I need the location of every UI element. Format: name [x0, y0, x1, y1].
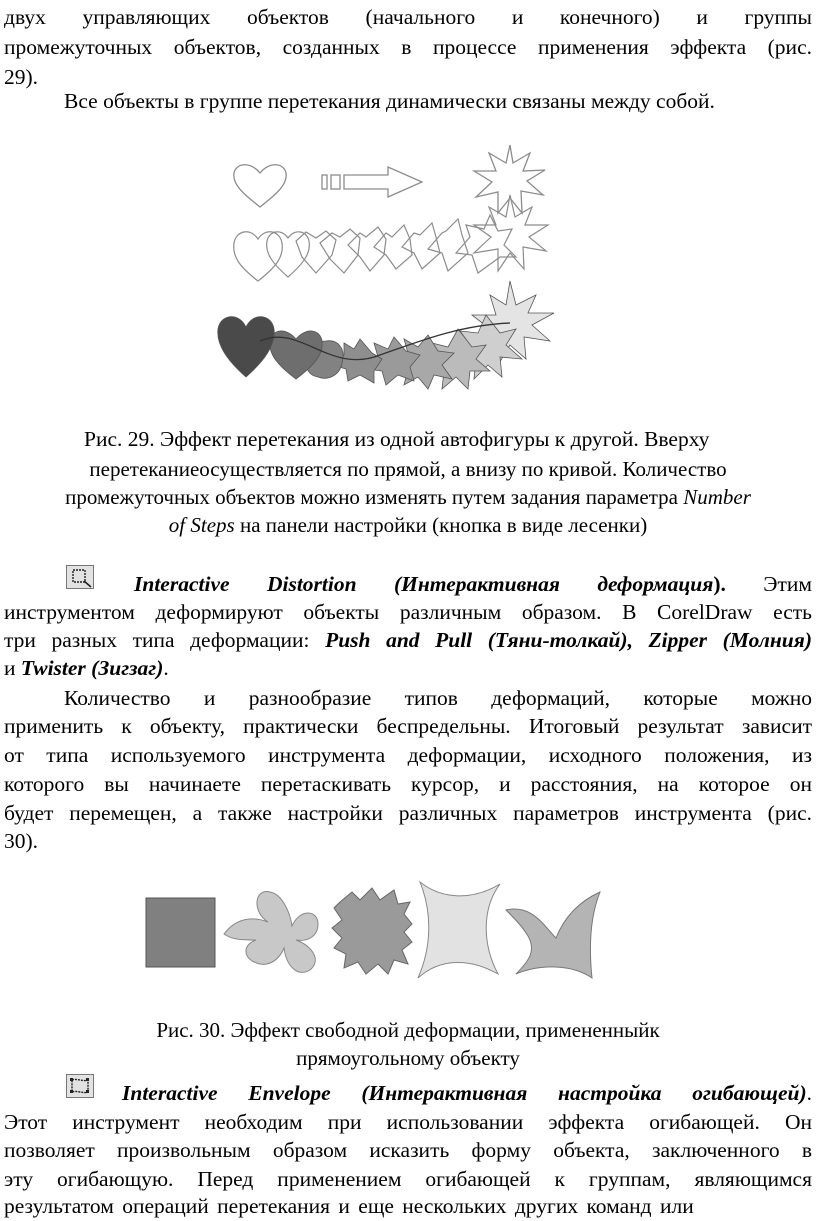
- figure-29-caption-line-2: перетеканиеосуществляется по прямой, а внизу по кривой. Количество: [89, 457, 727, 481]
- distortion-p2-line-4: которого вы начинаете перетаскивать курсор, и расстояния, на которое он: [4, 772, 812, 796]
- push-pull-flower-shape: [224, 892, 318, 973]
- envelope-line-2: Этот инструмент необходим при использовании эффекта огибающей. Он: [4, 1110, 812, 1134]
- figure-30-caption-line-2: прямоугольному объекту: [296, 1046, 520, 1070]
- zipper-jagged-shape: [332, 888, 412, 974]
- distortion-p2-line-3: от типа используемого инструмента деформации, исходного положения, из: [4, 743, 812, 767]
- distortion-p2-line-2: применить к объекту, практически беспредельны. Итоговый результат зависит: [4, 714, 812, 738]
- intro-line-3: 29).: [4, 65, 39, 89]
- star-shape-end: [474, 145, 545, 213]
- figure-29-caption-line-3: промежуточных объектов можно изменять путем задания параметра Number: [65, 485, 751, 509]
- heart-shape-start: [234, 165, 286, 207]
- figure-30-caption-line-1: Рис. 30. Эффект свободной деформации, примененныйк: [156, 1018, 660, 1042]
- distortion-heading-line: Interactive Distortion (Интерактивная деформация). Этим: [134, 572, 812, 596]
- figure-29-caption-line-1: Рис. 29. Эффект перетекания из одной автофигуры к другой. Вверху: [84, 427, 710, 451]
- figure-29-caption-line-4: of Steps на панели настройки (кнопка в виде лесенки): [168, 513, 648, 537]
- distortion-line-4: и Twister (Зигзаг).: [4, 656, 169, 680]
- figure-30-distortion-illustration: [140, 878, 620, 986]
- figure-29-blend-illustration: [210, 145, 580, 410]
- distortion-p2-line-5: будет перемещен, а также настройки различных параметров инструмента (рис.: [4, 801, 812, 825]
- twister-concave-shape: [418, 882, 500, 978]
- distortion-tool-icon: [66, 565, 94, 589]
- envelope-tool-icon: [66, 1074, 94, 1098]
- twister-swirl-shape: [506, 892, 600, 978]
- intro-line-1: двух управляющих объектов (начального и конечного) и группы: [4, 5, 812, 29]
- distortion-line-2: инструментом деформируют объекты различным образом. В CorelDraw есть: [4, 600, 812, 624]
- envelope-line-5: результатом операций перетекания и еще нескольких других команд или: [4, 1194, 694, 1218]
- distortion-line-3: три разных типа деформации: Push and Pull (Тяни-толкай), Zipper (Молния): [4, 628, 812, 652]
- intro-paragraph-2: Все объекты в группе перетекания динамически связаны между собой.: [64, 89, 715, 113]
- envelope-heading-line: Interactive Envelope (Интерактивная настройка огибающей).: [122, 1081, 812, 1105]
- straight-blend-group: [234, 195, 548, 281]
- curved-blend-group: [218, 281, 554, 389]
- intro-line-2: промежуточных объектов, созданных в процессе применения эффекта (рис.: [4, 35, 812, 59]
- envelope-line-3: позволяет произвольным образом исказить форму объекта, заключенного в: [4, 1138, 812, 1162]
- original-rectangle: [146, 898, 215, 967]
- envelope-line-4: эту огибающую. Перед применением огибающей к группам, являющимся: [4, 1167, 812, 1191]
- distortion-p2-line-1: Количество и разнообразие типов деформаций, которые можно: [64, 686, 812, 710]
- distortion-p2-line-6: 30).: [4, 829, 39, 853]
- arrow-shape: [322, 167, 422, 197]
